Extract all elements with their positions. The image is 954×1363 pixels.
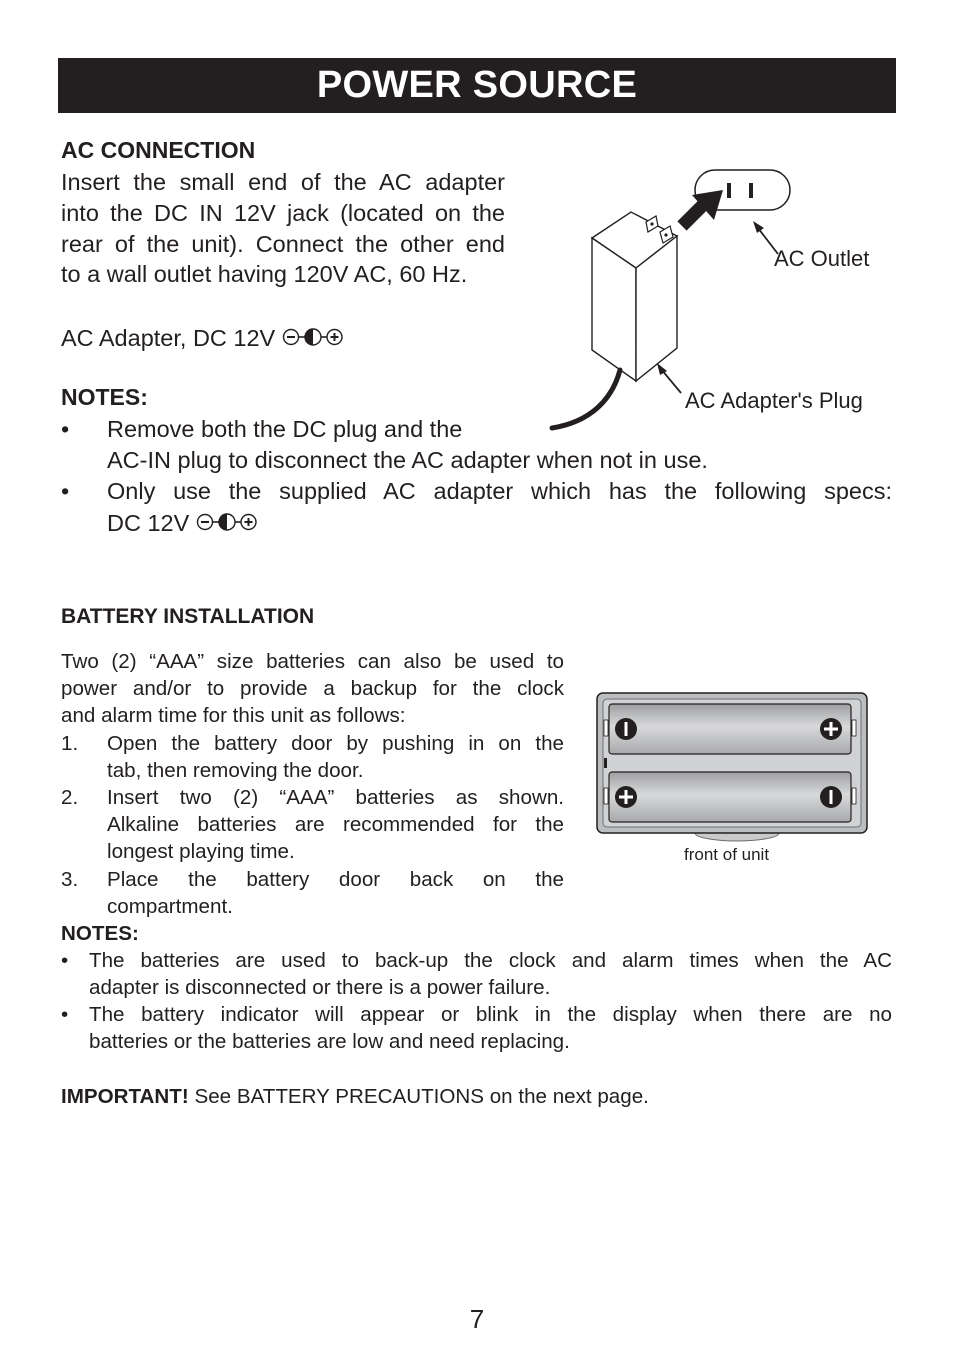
plug-pointer-icon	[657, 363, 681, 393]
step-1	[107, 730, 564, 784]
ac-outlet-label: AC Outlet	[774, 246, 870, 271]
adapter-spec-line	[61, 323, 344, 355]
paragraph-line: Two (2) “AAA” size batteries can also be used to	[61, 650, 564, 673]
step-line: longest playing time.	[107, 840, 295, 864]
page-header	[58, 58, 896, 113]
step-line: Alkaline batteries are recommended for the	[107, 813, 564, 837]
bullet-icon: •	[61, 478, 70, 504]
paragraph-line: Insert the small end of the AC adapter	[61, 169, 505, 195]
battery-icon	[609, 704, 851, 754]
battery-notes-heading: NOTES:	[61, 922, 139, 945]
battery-intro-paragraph	[61, 648, 564, 730]
dc-polarity-icon	[282, 324, 344, 355]
dc-polarity-icon	[196, 509, 258, 540]
battery-installation-heading: BATTERY INSTALLATION	[61, 605, 315, 628]
page-number: 7	[469, 1304, 485, 1334]
step-line: Open the battery door by pushing in on the	[107, 732, 564, 755]
bullet-icon: •	[61, 416, 70, 442]
important-notice	[61, 1083, 649, 1110]
note-line: The battery indicator will appear or blink in the display when there are no	[89, 1003, 892, 1026]
step-number: 1.	[61, 732, 79, 755]
dc-spec-text: DC 12V	[107, 510, 190, 536]
battery-note-1	[89, 947, 892, 1001]
step-line: compartment.	[107, 895, 233, 919]
page-title: POWER SOURCE	[316, 64, 638, 106]
paragraph-line: rear of the unit). Connect the other end	[61, 230, 505, 257]
bullet-icon: •	[61, 949, 69, 972]
adapter-spec-text: AC Adapter, DC 12V	[61, 325, 276, 351]
adapter-plug-label: AC Adapter's Plug	[685, 388, 863, 413]
paragraph-line: to a wall outlet having 120V AC, 60 Hz.	[61, 261, 468, 288]
paragraph-line: power and/or to provide a backup for the clock	[61, 677, 564, 701]
paragraph-line: into the DC IN 12V jack (located on the	[61, 199, 505, 226]
ac-connection-paragraph	[61, 167, 505, 290]
ac-note-2-line-1: Only use the supplied AC adapter which has the following specs:	[107, 478, 892, 504]
ac-adapter-icon	[552, 212, 677, 428]
battery-figure-caption: front of unit	[684, 845, 770, 864]
step-line: Place the battery door back on the	[107, 868, 564, 891]
important-label: IMPORTANT!	[61, 1085, 189, 1108]
important-text: See BATTERY PRECAUTIONS on the next page.	[188, 1085, 649, 1108]
note-line: batteries or the batteries are low and need replacing.	[89, 1030, 570, 1054]
bullet-icon: •	[61, 1003, 69, 1026]
step-line: Insert two (2) “AAA” batteries as shown.	[107, 786, 564, 809]
ac-connection-heading: AC CONNECTION	[61, 137, 256, 163]
ac-note-1-line-1: Remove both the DC plug and the	[107, 416, 463, 442]
battery-note-2	[89, 1001, 892, 1055]
battery-compartment-figure	[595, 690, 870, 845]
ac-note-1-line-2: AC-IN plug to disconnect the AC adapter when not in use.	[107, 447, 708, 473]
step-number: 2.	[61, 786, 79, 809]
note-line: The batteries are used to back-up the clock and alarm times when the AC	[89, 949, 892, 972]
insert-arrow-icon	[682, 190, 723, 226]
step-number: 3.	[61, 868, 79, 891]
battery-icon	[609, 772, 851, 822]
note-line: adapter is disconnected or there is a power failure.	[89, 976, 551, 1000]
step-3	[107, 866, 564, 920]
ac-note-2-line-2	[107, 508, 258, 540]
step-line: tab, then removing the door.	[107, 759, 364, 783]
step-2	[107, 784, 564, 866]
paragraph-line: and alarm time for this unit as follows:	[61, 704, 406, 728]
ac-notes-heading: NOTES:	[61, 384, 148, 410]
